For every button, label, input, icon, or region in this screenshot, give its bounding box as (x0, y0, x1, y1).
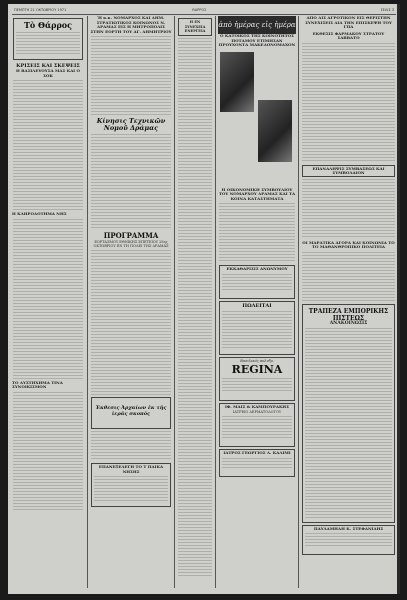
bank-title: ΤΡΑΠΕΖΑ ΕΜΠΟΡΙΚΗΣ ΠΙΣΤΕΩΣ (308, 307, 389, 322)
banner: ἀπὸ ἡμέρας εἰς ἡμέρα (218, 16, 296, 34)
subheading-2: Η ΚΛΗΡΟΔΟΤΗΜΑ ΝΗΣ (12, 211, 67, 216)
subheading-1: Η ΒΑΣΙΛΕΥΟΥΣΑ ΜΑΣ ΚΑΙ Ο ΣΟΚ (15, 68, 81, 78)
ad-liquidation: ΕΚΚΑΘΑΡΙΣΙΣ ΑΝΩΝΥΜΟΥ (219, 265, 295, 299)
column-3 (177, 16, 213, 588)
column-1 (12, 16, 84, 588)
portrait-photo-2 (258, 100, 292, 162)
headline-exhibition: ΕΚΘΕΣΙΣ ΦΑΡΜΑΚΟΥ ΣΤΡΑΤΟΥ ΣΑΒΒΑΤΟ (312, 30, 385, 40)
ad-regina: Βασιλικός πολυθρ. REGINA (219, 357, 295, 401)
ad-doctor-1: ΙΦ. ΜΑΙΣ & ΚΑΜΠΟΥΡΑΚΗΣ ΙΑΤΡΕΙΟ ΔΕΡΜΑΤΟΛΟΓΟΥ (219, 403, 295, 447)
portrait-photo-1 (220, 52, 254, 112)
headline-council: Η ΟΙΚΟΝΟΜΙΚΗ ΣΥΜΒΟΥΛΙΟΥ ΤΟΥ ΝΟΜΑΡΧΟΥ ΔΡΑΜΑΣ ΚΑΙ ΤΑ ΚΟΙΝΑ ΚΑΤΑΣΤΗΜΑΤΑ (218, 186, 296, 201)
ad-doctor-2: ΙΑΤΡΟΣ ΓΕΩΡΓΙΟΣ Λ. ΚΑΛΙΜΙ (219, 449, 295, 477)
program-title: ΠΡΟΓΡΑΜΜΑ (103, 231, 159, 240)
bank-announcement (302, 304, 395, 523)
section-heading: ΚΡΙΣΕΙΣ ΚΑΙ ΣΚΕΨΕΙΣ (16, 63, 80, 69)
small-header-box (178, 18, 212, 36)
headline-nomarch: Ἡ κ.κ. ΝΟΜΑΡΧΟΣ ΚΑΙ ΔΗΜ. ΣΤΡΑΤΙΩΤΙΚΟΣ ΚΟΙΝΩΝΟΣ Ν. ΔΡΑΜΑΣ ΕΙΣ Η ΜΗΤΡΟΠΟΛΙΣ ΣΤΗΝ ΕΟΡΤΗ ΤΟΥ ΑΓ. ΔΗΜΗΤΡΙΟΥ (90, 15, 172, 34)
headline-market: ΟΙ ΜΑΡΑΤΙΚΑ ΑΓΟΡΑ ΚΑΙ ΚΟΙΝΩΝΙΑ ΤΟ ΤΟ ΜΑΘΑΝΘΡΟΠΙΚΟ ΠΟΛΙΤΕΙΑ (302, 239, 395, 249)
page-header (12, 7, 396, 15)
headline-visit: ΑΠΟ ΔΙΣ ΑΓΡΟΤΙΚΟΝ ΕΙΣ ΘΕΡΙΣΤΗΝ ΣΥΝΕΧΙΣΕΙΣ ΔΙΑ ΤΗΝ ΕΠΙΣΚΕΨΗ ΤΟΥ ΓΠΑ (305, 15, 392, 29)
article-title: Κίνησις Τεχνικῶν Νομοῦ Δράμας (96, 117, 166, 132)
ad-for-sale: ΠΩΛΕΙΤΑΙ (219, 301, 295, 355)
headline-contracts-box: ΕΠΑΝΑΛΗΨΙΣ ΣΥΜΒΑΣΕΩΣ ΚΑΙ ΣΥΜΒΟΛΑΙΟΝ (302, 165, 395, 177)
subheading-3: ΤΟ ΔΥΣΤΗΧΗΜΑ ΤΙΝΑ ΣΥΝΟΙΚΙΣΜΟΝ (12, 379, 63, 389)
masthead: Τὸ Θάρρος (23, 20, 73, 30)
column-4 (218, 16, 296, 588)
column-5 (301, 16, 396, 588)
header-page-number: ΣΕΛΙΣ 3 (380, 8, 394, 12)
exhibition-box (91, 397, 171, 429)
photo-area (218, 48, 296, 188)
program-subtitle: ΕΟΡΤΑΣΜΟΥ ΕΘΝΙΚΗΣ ΕΠΕΤΕΙΟΥ 28ης ΟΚΤΩΒΡΙΟΥ ΕΝ ΤΗ ΠΟΛΕΙ ΤΗΣ ΔΡΑΜΑΣ (93, 240, 169, 248)
newspaper-page (8, 4, 400, 594)
col3-headline: Η ΕΝ ΣΥΝΕΧΕΙΑ ΕΝΕΡΓΕΙΑ (184, 20, 206, 33)
exhibition-quote: Ἐκθεσις Ἀρχαίων ἐκ τῆς ἱερᾶς σκοπός (95, 405, 167, 417)
bottom-notice (91, 463, 171, 507)
bottom-notice-title: ΕΠΑΝΕΞΕΛΕΓΗ ΤΟ Τ ΠΑΙΚΑ ΝΗΣΗΣ (98, 464, 164, 474)
headline-honour: Ο ΚΑΤΟΙΚΟΣ ΤΗΣ ΚΟΙΝΟΤΗΤΟΣ ΠΟΤΑΜΟΥ ΕΤΙΜΗΣΑΝ ΠΡΟΥΧΟΝΤΑ ΜΑΚΕΔΟΝΟΜΑΧΟΝ (218, 33, 296, 47)
header-date: ΠΕΜΠΤΗ 21 ΟΚΤΩΒΡΙΟΥ 1971 (14, 8, 67, 12)
header-paper-name: ΘΑΡΡΟΣ (192, 8, 207, 12)
column-2 (90, 16, 172, 588)
bank-subtitle: ΑΝΑΚΟΙΝΩΣΙΣ (329, 320, 368, 326)
masthead-box (13, 18, 83, 60)
ad-bottom: ΠΑΥΛΑΜΗΔΗ Κ. ΣΤΕΦΑΝΙΔΗΣ (302, 525, 395, 555)
